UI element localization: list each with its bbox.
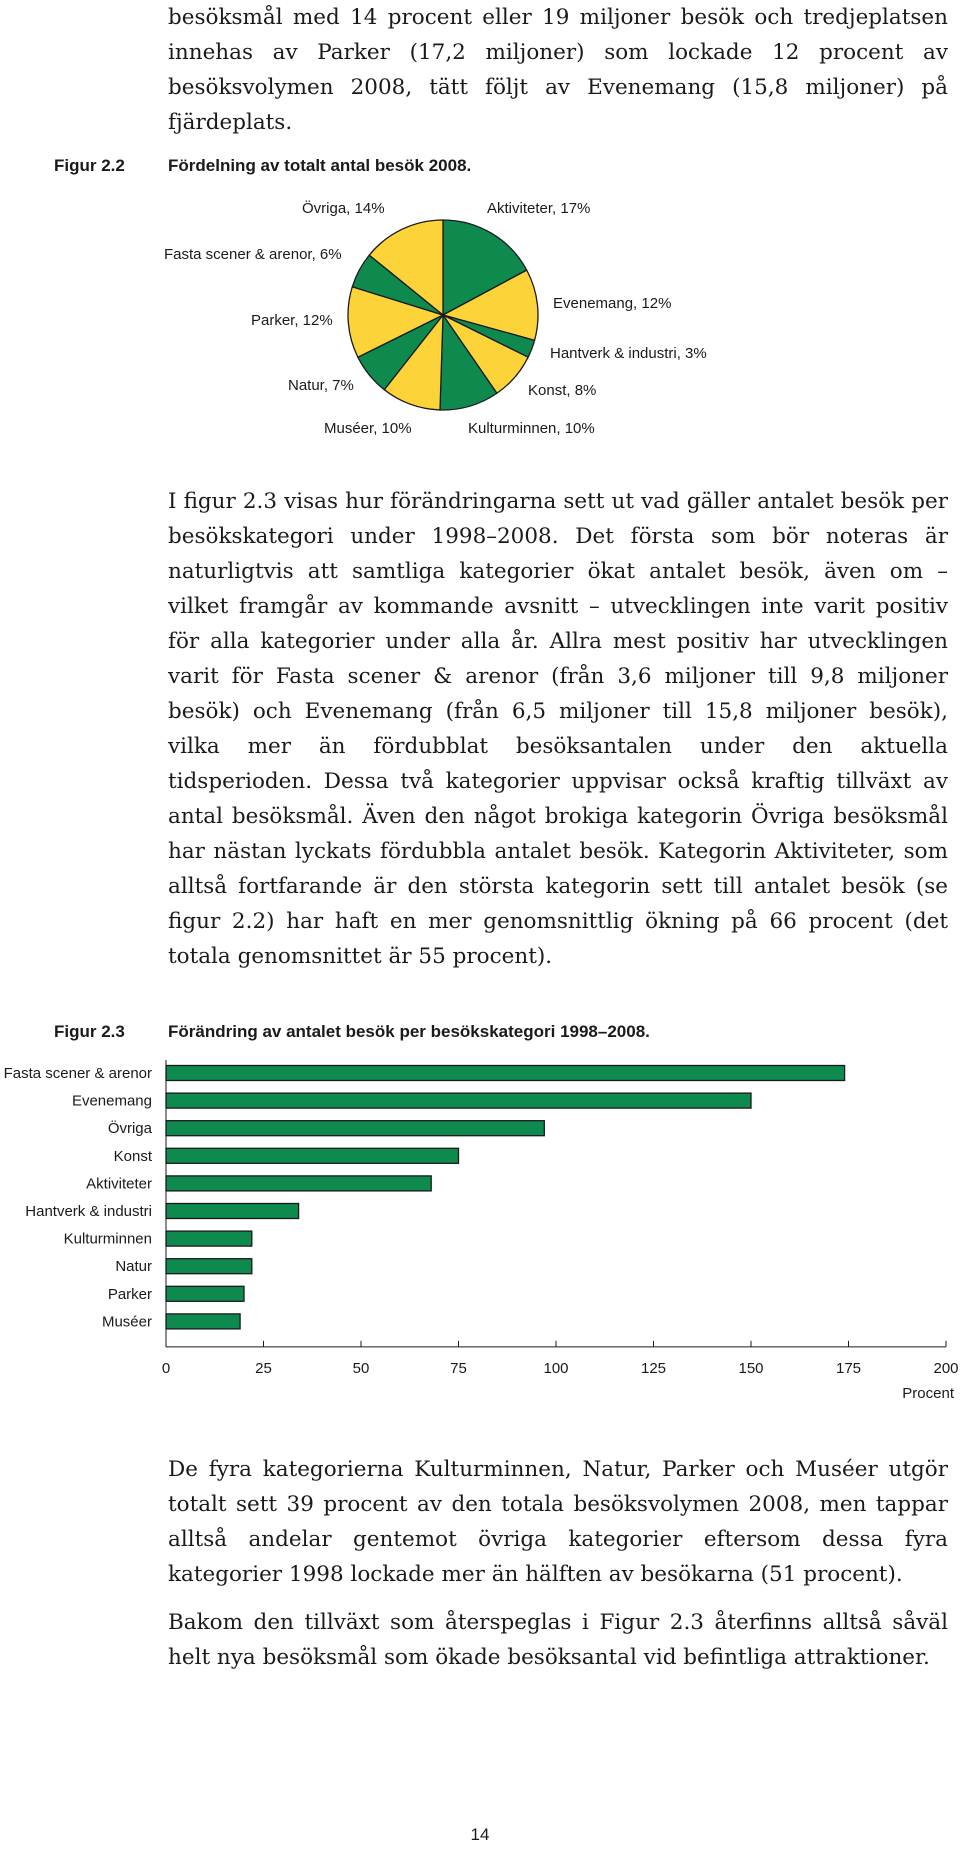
bar <box>166 1176 431 1191</box>
figure-2-3-title: Förändring av antalet besök per besökskategori 1998–2008. <box>168 1022 650 1041</box>
bar <box>166 1204 299 1219</box>
pie-slice-label: Fasta scener & arenor, 6% <box>164 246 342 263</box>
bar-category-label: Muséer <box>101 1313 152 1331</box>
pie-slice-label: Aktiviteter, 17% <box>487 200 591 217</box>
bar <box>166 1259 252 1274</box>
bar-category-labels <box>4 1065 153 1330</box>
paragraph-bottom-1: De fyra kategorierna Kulturminnen, Natur, Parker och Muséer utgör totalt sett 39 procent av den totala besöksvolymen 2008, men tappar alltså andelar gentemot övriga kategorier eftersom dessa fyra kategorier 1998 lockade mer än hälften av besökarna (51 procent). <box>168 1457 948 1587</box>
page-number: 14 <box>470 1825 490 1844</box>
bar-category-label: Konst <box>113 1147 152 1165</box>
pie-slice-label: Evenemang, 12% <box>553 295 672 312</box>
bar-category-label: Aktiviteter <box>86 1175 152 1193</box>
bar <box>166 1148 459 1163</box>
x-tick-label: 150 <box>738 1359 764 1377</box>
bar-chart <box>0 1060 960 1400</box>
x-axis-label: Procent <box>902 1384 954 1400</box>
pie-slice-label: Natur, 7% <box>288 377 354 394</box>
bar-category-label: Kulturminnen <box>63 1230 152 1248</box>
bar <box>166 1286 244 1301</box>
bar-category-label: Övriga <box>107 1120 152 1138</box>
pie-slice-label: Konst, 8% <box>528 382 597 399</box>
figure-2-2-title: Fördelning av totalt antal besök 2008. <box>168 156 472 175</box>
pie-chart <box>0 190 960 450</box>
bar <box>166 1314 240 1329</box>
figure-2-2-number: Figur 2.2 <box>54 156 125 175</box>
x-tick-label: 100 <box>543 1359 569 1377</box>
pie-slice-label: Muséer, 10% <box>324 420 412 437</box>
bar-group <box>166 1066 845 1329</box>
bar-category-label: Fasta scener & arenor <box>3 1065 152 1082</box>
bar <box>166 1066 845 1081</box>
pie-slice-label: Övriga, 14% <box>302 200 385 217</box>
paragraph-middle: I figur 2.3 visas hur förändringarna sett ut vad gäller antalet besök per besökskategori under 1998–2008. Det första som bör noteras är naturligtvis att samtliga kategorier ökat antalet besök, även om – vilket framgår av kommande avsnitt – utvecklingen inte varit positiv för alla kategorier under alla år. Allra mest positiv har utvecklingen varit för Fasta scener & arenor (från 3,6 miljoner till 9,8 miljoner besök) och Evenemang (från 6,5 miljoner till 15,8 miljoner besök), vilka mer än fördubblat besöksantalen under den aktuella tidsperioden. Dessa två kategorier uppvisar också kraftig tillväxt av antal besöksmål. Även den något brokiga kategorin Övriga besöksmål har nästan lyckats fördubbla antalet besök. Kategorin Aktiviteter, som alltså fortfarande är den största kategorin sett till antalet besök (se figur 2.2) har haft en mer genomsnittlig ökning på 66 procent (det totala genomsnittet är 55 procent). <box>168 489 948 969</box>
bar-category-label: Hantverk & industri <box>25 1203 152 1220</box>
bar <box>166 1231 252 1246</box>
pie-slice-label: Parker, 12% <box>251 312 333 329</box>
bar-axis <box>162 1060 959 1400</box>
bar-category-label: Evenemang <box>71 1092 152 1110</box>
bar <box>166 1121 544 1136</box>
bar-category-label: Parker <box>107 1285 152 1303</box>
x-tick-label: 50 <box>352 1359 370 1377</box>
pie-slice-label: Hantverk & industri, 3% <box>550 345 707 362</box>
paragraph-bottom-2: Bakom den tillväxt som återspeglas i Figur 2.3 återfinns alltså såväl helt nya besöksmål som ökade besöksantal vid befintliga attraktioner. <box>168 1610 948 1670</box>
paragraph-top: besöksmål med 14 procent eller 19 miljoner besök och tredjeplatsen innehas av Parker (17,2 miljoner) som lockade 12 procent av besöksvolymen 2008, tätt följt av Evenemang (15,8 miljoner) på fjärdeplats. <box>168 5 948 135</box>
bar <box>166 1093 751 1108</box>
figure-2-3-number: Figur 2.3 <box>54 1022 125 1041</box>
x-tick-label: 175 <box>835 1359 862 1377</box>
pie-slice-label: Kulturminnen, 10% <box>468 420 595 437</box>
x-tick-label: 25 <box>255 1359 272 1377</box>
x-tick-label: 0 <box>161 1359 171 1377</box>
x-tick-label: 125 <box>640 1359 667 1377</box>
pie-slices <box>348 220 538 410</box>
x-tick-label: 200 <box>933 1359 959 1377</box>
bar-category-label: Natur <box>115 1258 152 1276</box>
x-tick-label: 75 <box>450 1359 467 1377</box>
